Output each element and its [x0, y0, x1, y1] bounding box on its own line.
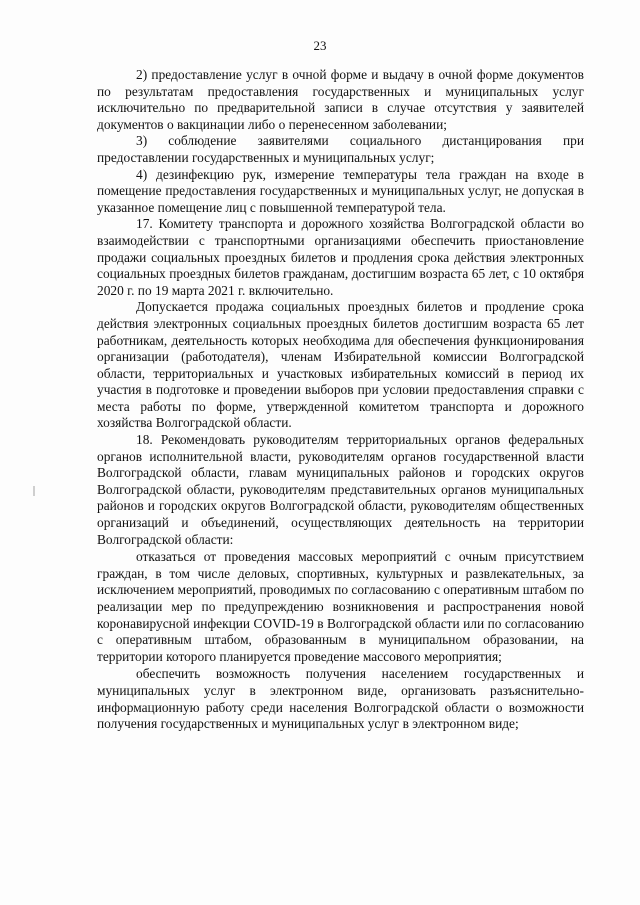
paragraph-section-18-events: отказаться от проведения массовых мероприятий с очным присутствием граждан, в том числе деловых, спортивных, культурных и развлекательных, за исключением мероприятий, проводимых по согласованию с оперативным штабом по реализации мер по предупреждению возникновения и распространения новой коронавирусной инфекции COVID-19 в Волгоградской области или по согласованию с оперативным штабом, образованным в муниципальном образовании, на территории которого планируется проведение массового мероприятия; — [97, 549, 584, 664]
paragraph-section-17: 17. Комитету транспорта и дорожного хозяйства Волгоградской области во взаимодействии с транспортными организациями обеспечить приостановление продажи социальных проездных билетов и продления срока действия электронных социальных проездных билетов гражданам, достигшим возраста 65 лет, с 10 октября 2020 г. по 19 марта 2021 г. включительно. — [97, 216, 584, 298]
paragraph-section-17-exception: Допускается продажа социальных проездных билетов и продление срока действия электронных социальных проездных билетов достигшим возраста 65 лет работникам, деятельность которых необходима для обеспечения функционирования организации (работодателя), членам Избирательной комиссии Волгоградской области, территориальных и участковых избирательных комиссий в период их участия в подготовке и проведении выборов при условии предоставления справки с места работы по форме, утвержденной комитетом транспорта и дорожного хозяйства Волгоградской области. — [97, 299, 584, 431]
paragraph-section-18: 18. Рекомендовать руководителям территориальных органов федеральных органов исполнительной власти, руководителям органов государственной власти Волгоградской области, главам муниципальных районов и городских округов Волгоградской области, руководителям представительных органов муниципальных районов и городских округов Волгоградской области, руководителям общественных организаций и объединений, осуществляющих деятельность на территории Волгоградской области: — [97, 432, 584, 547]
paragraph-item-3: 3) соблюдение заявителями социального дистанцирования при предоставлении государственных и муниципальных услуг; — [97, 133, 584, 165]
paragraph-item-4: 4) дезинфекцию рук, измерение температуры тела граждан на входе в помещение предоставления государственных и муниципальных услуг, не допуская в указанное помещение лиц с повышенной температурой тела. — [97, 166, 584, 215]
paragraph-section-18-electronic-services: обеспечить возможность получения населением государственных и муниципальных услуг в электронном виде, организовать разъяснительно-информационную работу среди населения Волгоградской области о возможности получения государственных и муниципальных услуг в электронном виде; — [97, 666, 584, 732]
scan-artifact — [33, 486, 35, 496]
page-number: 23 — [313, 38, 327, 53]
document-body — [97, 67, 584, 733]
paragraph-item-2: 2) предоставление услуг в очной форме и выдачу в очной форме документов по результатам предоставления государственных и муниципальных услуг исключительно по предварительной записи в случае отсутствия у заявителей документов о вакцинации либо о перенесенном заболевании; — [97, 67, 584, 132]
